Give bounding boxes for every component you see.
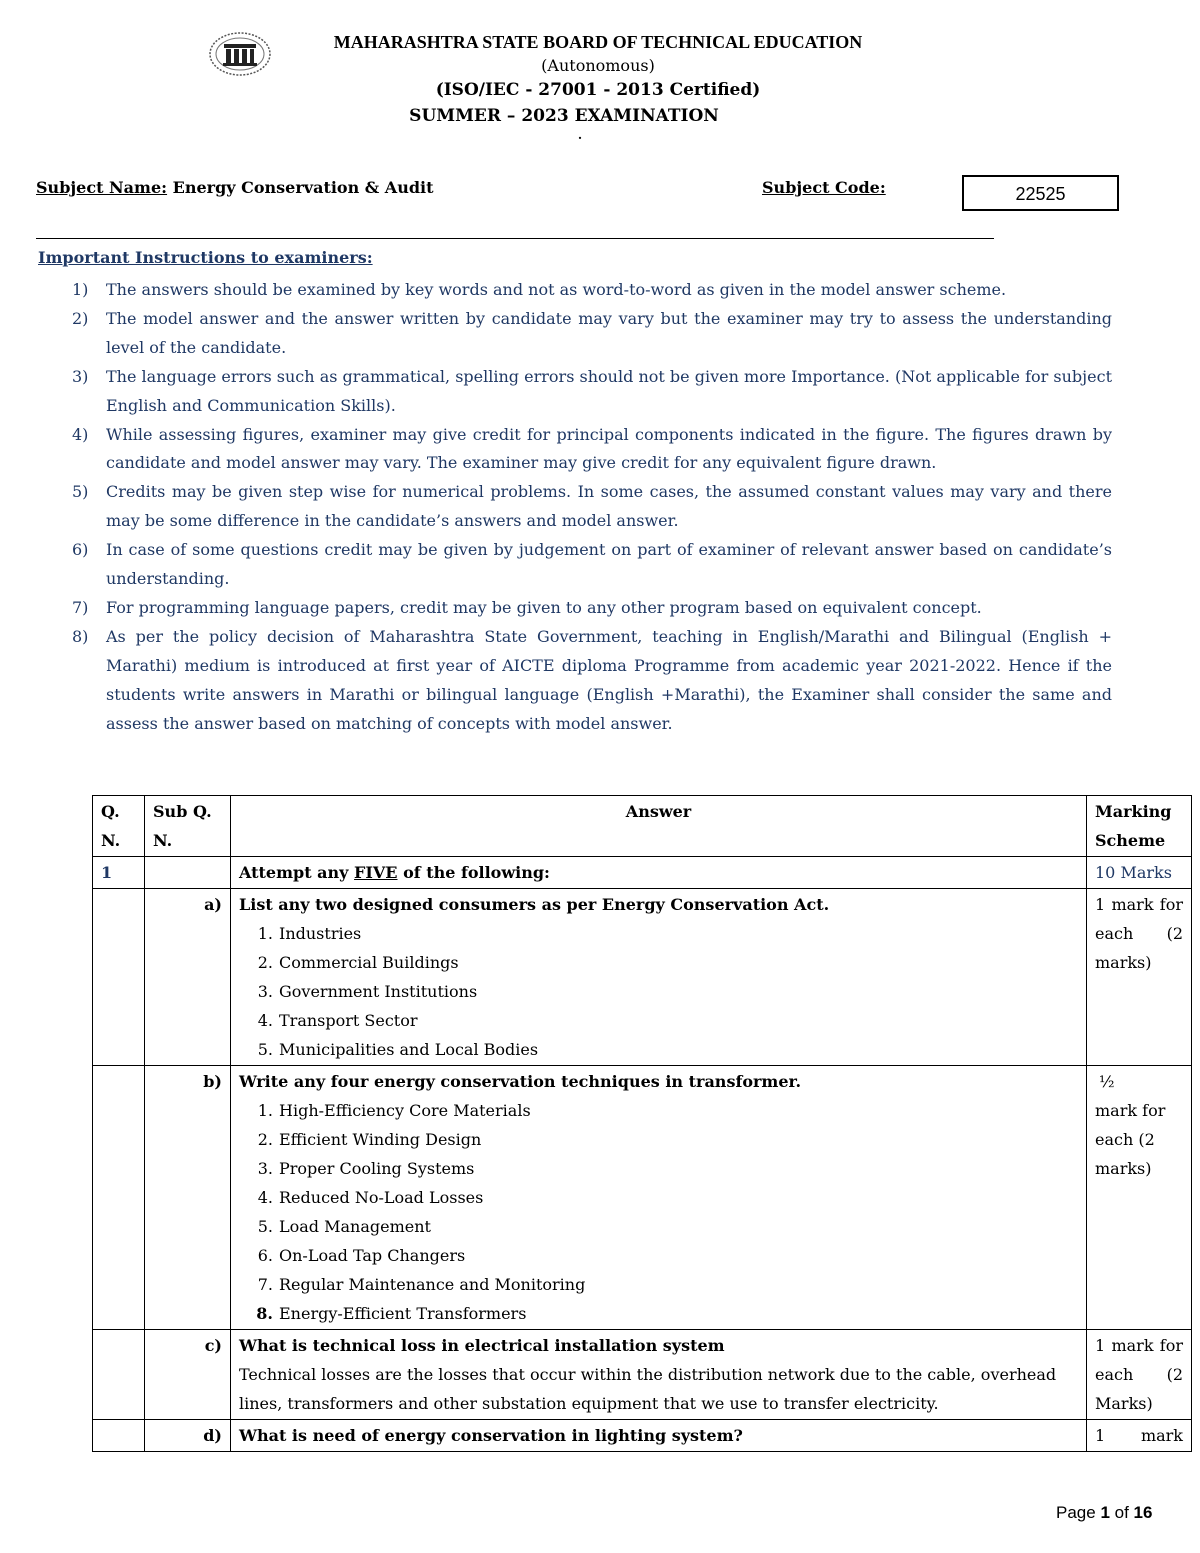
table-row bbox=[93, 1420, 1192, 1452]
subject-code-box: 22525 bbox=[962, 175, 1119, 211]
header-subqn: Sub Q. N. bbox=[145, 796, 231, 857]
list-item: 7. Regular Maintenance and Monitoring bbox=[257, 1275, 586, 1294]
list-item: 3. Proper Cooling Systems bbox=[257, 1159, 475, 1178]
instructions-title: Important Instructions to examiners: bbox=[38, 248, 373, 267]
table-row bbox=[93, 857, 1192, 889]
autonomous-label: (Autonomous) bbox=[541, 56, 655, 75]
list-item: 8. Energy-Efficient Transformers bbox=[256, 1304, 527, 1323]
marking-scheme: 1 mark for each (2 Marks) bbox=[1087, 1330, 1192, 1420]
list-item: 2. Commercial Buildings bbox=[257, 953, 459, 972]
instruction-item: 7) For programming language papers, credit may be given to any other program based on equivalent concept. bbox=[72, 597, 982, 617]
instruction-item: 3) The language errors such as grammatical, spelling errors should not be given more Importance. (Not applicable for subject English and Communication Skills). bbox=[72, 366, 1112, 415]
list-item: 1. High-Efficiency Core Materials bbox=[257, 1101, 531, 1120]
answer-table bbox=[92, 795, 1192, 1452]
header-answer: Answer bbox=[231, 796, 1087, 857]
table-header-row bbox=[93, 796, 1192, 857]
board-title: MAHARASHTRA STATE BOARD OF TECHNICAL EDUCATION bbox=[333, 32, 863, 52]
answer-cell bbox=[231, 889, 1087, 1066]
sub-question-number: c) bbox=[145, 1330, 231, 1420]
question-number: 1 bbox=[93, 857, 145, 889]
instruction-item: 2) The model answer and the answer written by candidate may vary but the examiner may try to assess the understanding level of the candidate. bbox=[72, 308, 1112, 357]
sub-question: List any two designed consumers as per Energy Conservation Act. bbox=[239, 895, 830, 914]
marking-scheme: 1 mark bbox=[1087, 1420, 1192, 1452]
sub-question-number: a) bbox=[145, 889, 231, 1066]
subject-name-label: Subject Name: bbox=[36, 178, 168, 197]
header-dot: . bbox=[578, 128, 582, 143]
sub-question-number: d) bbox=[145, 1420, 231, 1452]
list-item: 4. Reduced No-Load Losses bbox=[257, 1188, 484, 1207]
list-item: 1. Industries bbox=[257, 924, 362, 943]
list-item: 5. Load Management bbox=[257, 1217, 431, 1236]
instruction-item: 1) The answers should be examined by key words and not as word-to-word as given in the model answer scheme. bbox=[72, 280, 1007, 299]
answer-cell bbox=[231, 1330, 1087, 1420]
answer-text: Technical losses are the losses that occur within the distribution network due to the cable, overhead lines, transformers and other substation equipment that we use to transfer electricity. bbox=[239, 1365, 1057, 1413]
subject-code-label: Subject Code: bbox=[762, 178, 886, 197]
exam-title: SUMMER – 2023 EXAMINATION bbox=[409, 106, 719, 126]
divider bbox=[36, 238, 994, 239]
instruction-item: 4) While assessing figures, examiner may give credit for principal components indicated in the figure. The figures drawn by candidate and model answer may vary. The examiner may give credit for any equivalent figure drawn. bbox=[72, 424, 1112, 473]
question-marks: 10 Marks bbox=[1087, 857, 1192, 889]
subject-name-value: Energy Conservation & Audit bbox=[167, 178, 434, 197]
list-item: 5. Municipalities and Local Bodies bbox=[257, 1040, 539, 1059]
answer-cell bbox=[231, 1066, 1087, 1330]
header-qn: Q. N. bbox=[93, 796, 145, 857]
instruction-item: 6) In case of some questions credit may be given by judgement on part of examiner of relevant answer based on candidate’s understanding. bbox=[72, 540, 1112, 589]
instruction-item: 5) Credits may be given step wise for numerical problems. In some cases, the assumed constant values may vary and there may be some difference in the candidate’s answers and model answer. bbox=[72, 482, 1112, 531]
instructions-list bbox=[72, 276, 1112, 739]
sub-question: Write any four energy conservation techniques in transformer. bbox=[239, 1072, 802, 1091]
table-row bbox=[93, 1066, 1192, 1330]
instruction-item: 8) As per the policy decision of Maharashtra State Government, teaching in English/Marathi and Bilingual (English + Marathi) medium is introduced at first year of AICTE diploma Programme from academic year 2021-2022. Hence if the students write answers in Marathi or bilingual language (English +Marathi), the Examiner shall consider the same and assess the answer based on matching of concepts with model answer. bbox=[72, 626, 1112, 733]
msbte-logo-icon bbox=[208, 30, 272, 78]
list-item: 4. Transport Sector bbox=[257, 1011, 418, 1030]
answer-points bbox=[239, 1096, 1078, 1328]
table-row bbox=[93, 1330, 1192, 1420]
table-row bbox=[93, 889, 1192, 1066]
list-item: 3. Government Institutions bbox=[257, 982, 478, 1001]
header-marking: Marking Scheme bbox=[1087, 796, 1192, 857]
subject-name bbox=[36, 178, 434, 197]
list-item: 2. Efficient Winding Design bbox=[257, 1130, 482, 1149]
question-prompt: Attempt any FIVE of the following: bbox=[231, 857, 1087, 889]
sub-question: What is technical loss in electrical installation system bbox=[239, 1336, 725, 1355]
answer-points bbox=[239, 919, 1078, 1064]
certification-label: (ISO/IEC - 27001 - 2013 Certified) bbox=[435, 80, 761, 100]
marking-scheme: 1 mark for each (2 marks) bbox=[1087, 889, 1192, 1066]
sub-question: What is need of energy conservation in lighting system? bbox=[231, 1420, 1087, 1452]
list-item: 6. On-Load Tap Changers bbox=[257, 1246, 466, 1265]
marking-scheme: ½ mark for each (2 marks) bbox=[1087, 1066, 1192, 1330]
page-number: Page 1 of 16 bbox=[1056, 1503, 1153, 1522]
sub-question-number: b) bbox=[145, 1066, 231, 1330]
